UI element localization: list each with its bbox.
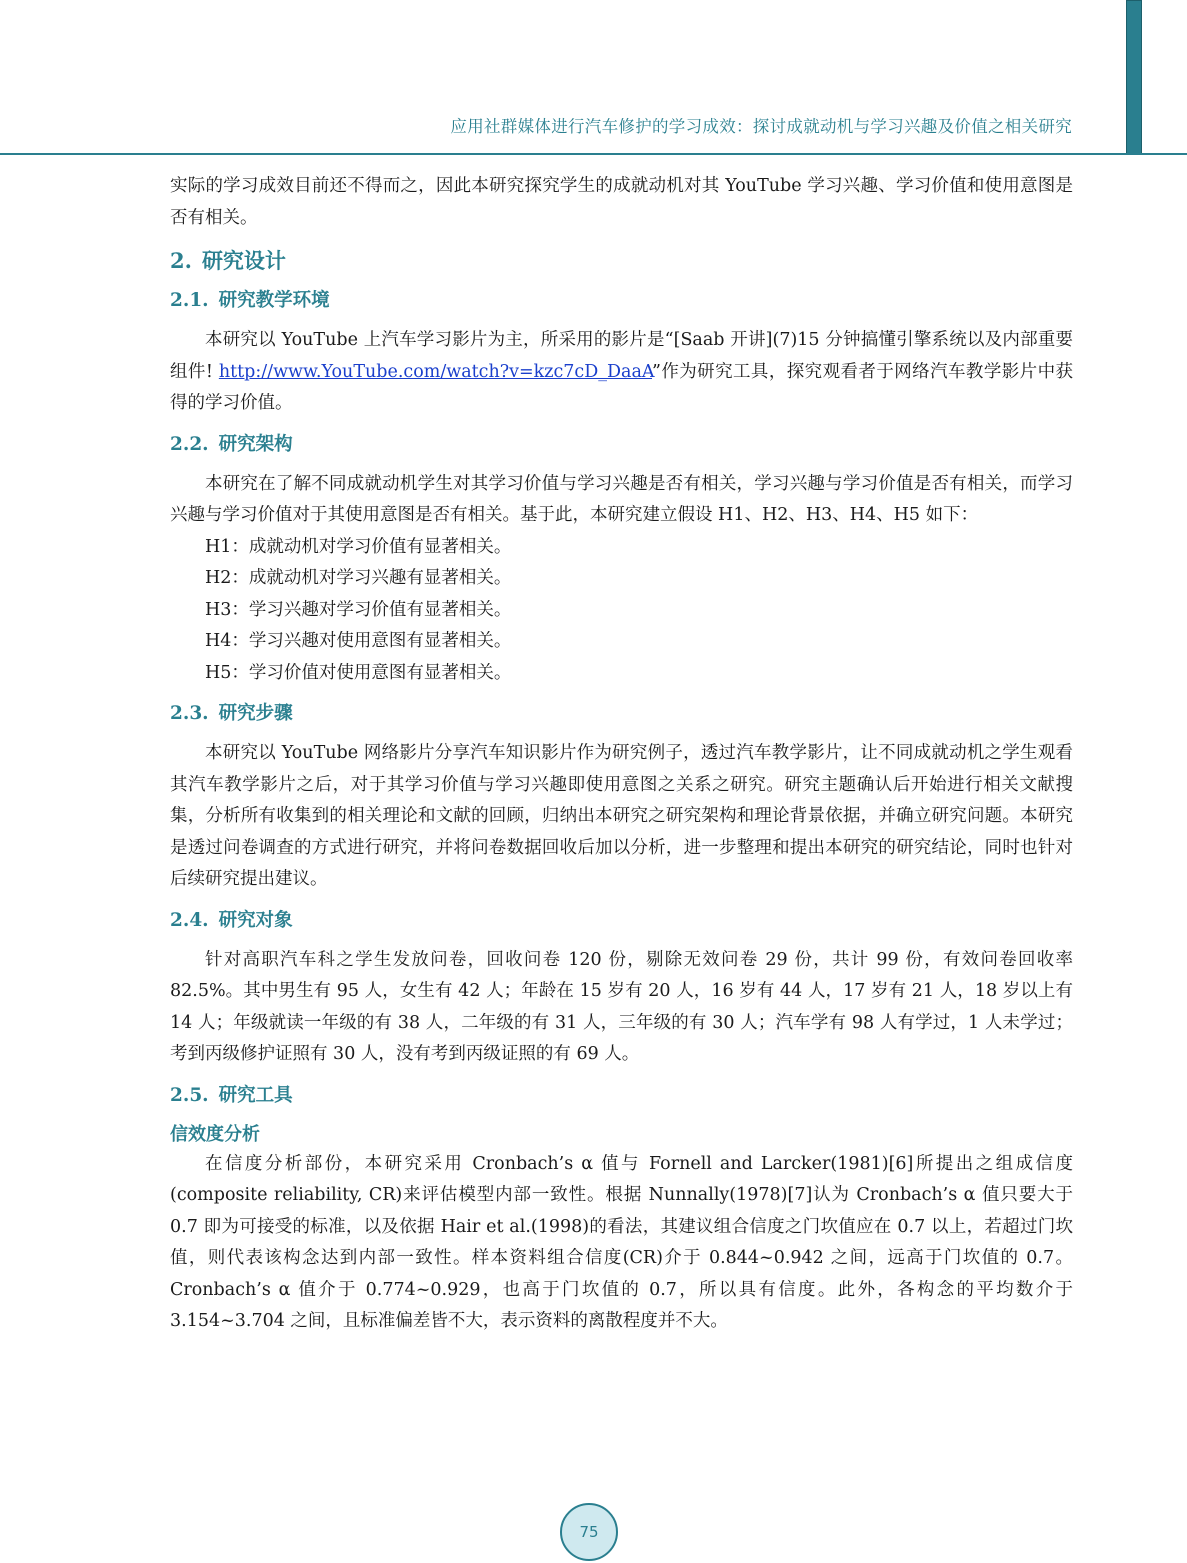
- header-side-bar: [1126, 0, 1142, 154]
- section-number: 2.: [170, 248, 192, 273]
- section-number: 2.2.: [170, 433, 209, 455]
- paragraph-text: 本研究以 YouTube 上汽车学习影片为主，所采用的影片是“[Saab 开讲](7)15 分钟搞懂引擎系统以及内部重要组件!: [170, 330, 1073, 382]
- paragraph-2-1: [170, 325, 1073, 420]
- section-heading-2-5: [170, 1082, 1073, 1110]
- section-heading-2-2: [170, 431, 1073, 459]
- paragraph-2-4: 针对高职汽车科之学生发放问卷，回收问卷 120 份，剔除无效问卷 29 份，共计 99 份，有效问卷回收率 82.5%。其中男生有 95 人，女生有 42 人；年龄在 15 岁有 20 人，16 岁有 44 人，17 岁有 21 人，18 岁以上有 14 人；年级就读一年级的有 38 人，二年级的有 31 人，三年级的有 30 人；汽车学有 98 人有学过，1 人未学过；考到丙级修护证照有 30 人，没有考到丙级证照的有 69 人。: [170, 949, 1073, 1064]
- hypothesis-item: H3：学习兴趣对学习价值有显著相关。: [205, 599, 512, 620]
- hypothesis-item: H5：学习价值对使用意图有显著相关。: [205, 662, 512, 683]
- section-title: 研究架构: [218, 433, 293, 455]
- section-title: 研究工具: [218, 1084, 293, 1106]
- video-link[interactable]: http://www.YouTube.com/watch?v=kzc7cD_DaaA: [218, 361, 652, 382]
- paragraph-text: ”作为研究工具，探究观看者于网络汽车教学影片中获得的学习价值。: [170, 361, 1073, 413]
- section-number: 2.4.: [170, 909, 209, 931]
- section-number: 2.1.: [170, 290, 209, 311]
- hypothesis-item: H1：成就动机对学习价值有显著相关。: [205, 536, 512, 557]
- section-number: 2.5.: [170, 1084, 209, 1106]
- page-body: [170, 171, 1073, 1338]
- section-heading-2-3: [170, 700, 1073, 728]
- section-heading-2-4: [170, 907, 1073, 935]
- page-number-badge: 75: [560, 1503, 618, 1561]
- hypothesis-item: H4：学习兴趣对使用意图有显著相关。: [205, 631, 512, 651]
- section-title: 研究教学环境: [218, 290, 330, 311]
- section-title: 研究对象: [218, 909, 293, 931]
- running-title: 应用社群媒体进行汽车修护的学习成效：探讨成就动机与学习兴趣及价值之相关研究: [450, 117, 1072, 136]
- section-heading-2: [170, 246, 1073, 276]
- section-number: 2.3.: [170, 703, 209, 724]
- section-heading-2-1: [170, 287, 1073, 315]
- section-title: 研究步骤: [218, 703, 293, 724]
- header-rule: [0, 153, 1187, 155]
- paragraph-2-5: 在信度分析部份，本研究采用 Cronbach’s α 值与 Fornell and Larcker(1981)[6]所提出之组成信度(composite reliability, CR)来评估模型内部一致性。根据 Nunnally(1978)[7]认为 Cronbach’s α 值只要大于 0.7 即为可接受的标准，以及依据 Hair et al.(1998)的看法，其建议组合信度之门坎值应在 0.7 以上，若超过门坎值，则代表该构念达到内部一致性。样本资料组合信度(CR)介于 0.844~0.942 之间，远高于门坎值的 0.7。Cronbach’s α 值介于 0.774~0.929，也高于门坎值的 0.7，所以具有信度。此外，各构念的平均数介于 3.154~3.704 之间，且标准偏差皆不大，表示资料的离散程度并不大。: [170, 1153, 1073, 1331]
- subsection-heading-reliability: 信效度分析: [170, 1123, 260, 1145]
- hypothesis-item: H2：成就动机对学习兴趣有显著相关。: [205, 568, 512, 588]
- section-title: 研究设计: [201, 248, 286, 273]
- paragraph-2-3: 本研究以 YouTube 网络影片分享汽车知识影片作为研究例子，透过汽车教学影片，让不同成就动机之学生观看其汽车教学影片之后，对于其学习价值与学习兴趣即使用意图之关系之研究。研究主题确认后开始进行相关文献搜集，分析所有收集到的相关理论和文献的回顾，归纳出本研究之研究架构和理论背景依据，并确立研究问题。本研究是透过问卷调查的方式进行研究，并将问卷数据回收后加以分析，进一步整理和提出本研究的研究结论，同时也针对后续研究提出建议。: [170, 743, 1073, 889]
- intro-paragraph: 实际的学习成效目前还不得而之，因此本研究探究学生的成就动机对其 YouTube 学习兴趣、学习价值和使用意图是否有相关。: [170, 176, 1073, 228]
- paragraph-2-2: 本研究在了解不同成就动机学生对其学习价值与学习兴趣是否有相关，学习兴趣与学习价值是否有相关，而学习兴趣与学习价值对于其使用意图是否有相关。基于此，本研究建立假设 H1、H2、H3、H4、H5 如下：: [170, 473, 1073, 525]
